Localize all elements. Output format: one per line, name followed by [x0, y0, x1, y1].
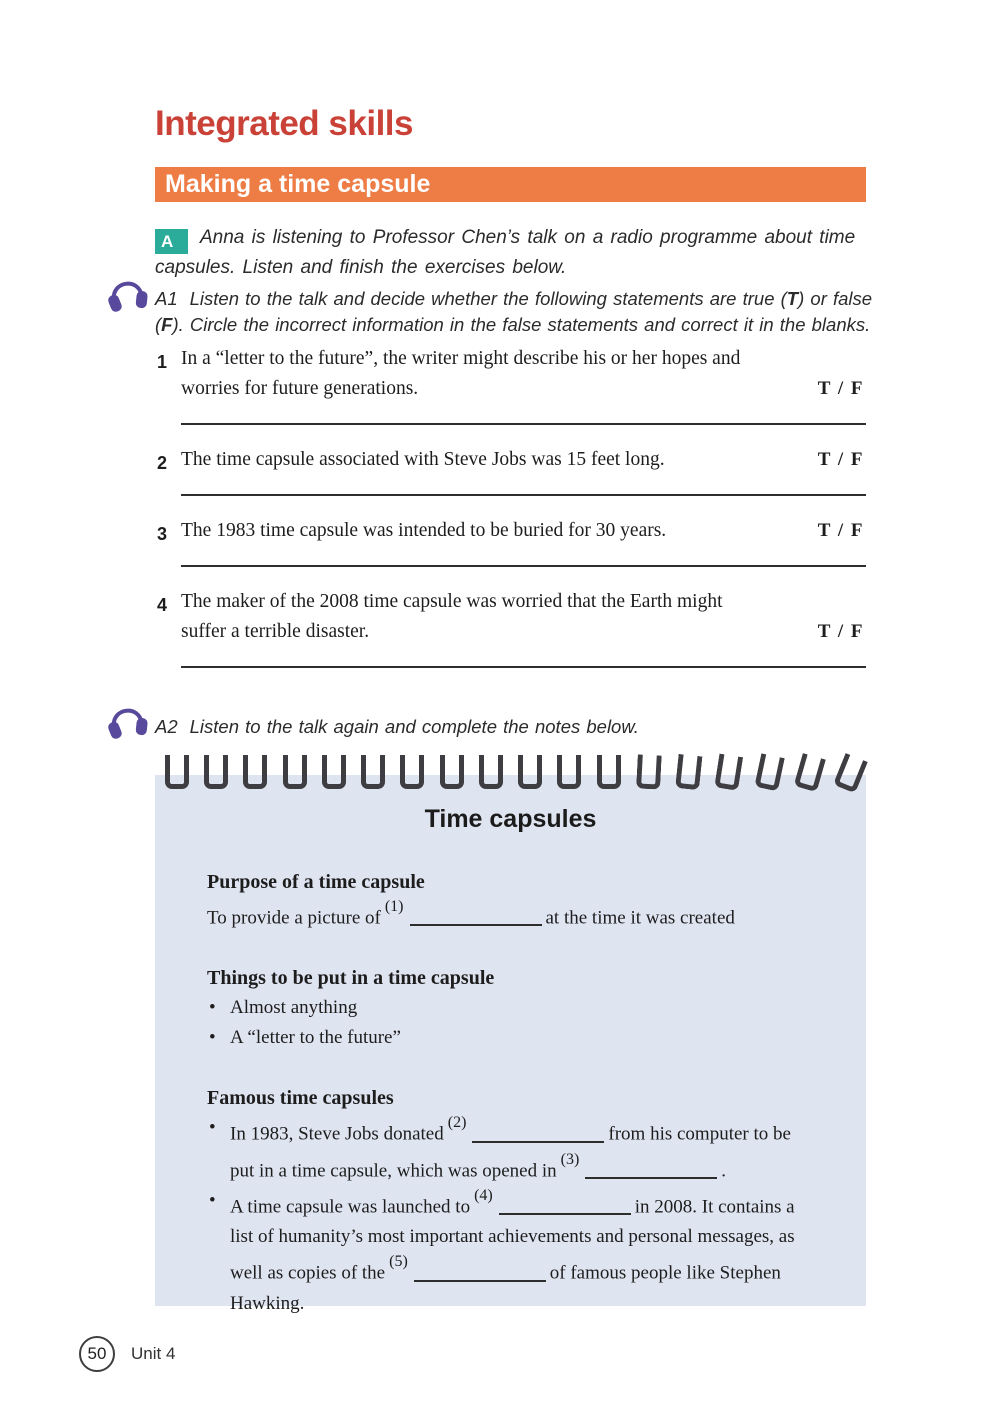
spiral-ring-icon [754, 753, 785, 791]
tf-choice[interactable]: T / F [817, 378, 864, 399]
answer-blank-line[interactable] [181, 494, 866, 496]
bullet-icon: • [209, 1189, 216, 1211]
blank-5-number: (5) [389, 1253, 408, 1271]
list-item-text: . [721, 1159, 727, 1181]
statement-number: 1 [157, 352, 168, 372]
statement-text: suffer a terrible disaster. [181, 621, 370, 642]
statement-text: The time capsule associated with Steve Jobs was 15 feet long. [181, 449, 665, 470]
spiral-ring-icon [283, 755, 307, 789]
statement-row [155, 587, 866, 647]
spiral-ring-icon [243, 755, 267, 789]
unit-label: Unit 4 [131, 1344, 176, 1363]
list-item-text: A time capsule was launched to [230, 1196, 471, 1218]
things-section [207, 963, 814, 1053]
a1-label: A1 [155, 288, 178, 309]
a1-instruction [155, 286, 877, 338]
a2-text: Listen to the talk again and complete the notes below. [189, 716, 639, 737]
statement-group [155, 587, 866, 668]
fill-blank-5[interactable] [414, 1280, 546, 1282]
statement-text: In a “letter to the future”, the writer might describe his or her hopes and [181, 348, 741, 369]
spiral-ring-icon [400, 755, 424, 789]
spiral-ring-icon [518, 755, 542, 789]
section-banner [155, 167, 866, 202]
list-item-text: of famous people like Stephen Hawking. [230, 1262, 786, 1314]
spiral-ring-icon [833, 753, 868, 794]
a2-label: A2 [155, 716, 178, 737]
blank-3-number: (3) [560, 1150, 580, 1168]
list-item-text: Almost anything [230, 997, 358, 1019]
section-a-badge: A [155, 229, 188, 254]
spiral-ring-icon [322, 755, 346, 789]
spiral-ring-icon [165, 755, 189, 789]
famous-section [207, 1083, 814, 1318]
spiral-ring-icon [714, 754, 743, 791]
answer-blank-line[interactable] [181, 423, 866, 425]
purpose-text: To provide a picture of [207, 907, 381, 929]
a2-instruction [155, 714, 877, 740]
things-heading: Things to be put in a time capsule [207, 967, 495, 990]
purpose-line [207, 897, 814, 933]
tf-choice[interactable]: T / F [817, 449, 864, 470]
fill-blank-4[interactable] [499, 1213, 631, 1215]
statement-row [155, 344, 866, 404]
a1-text: ) or false ( [155, 288, 873, 335]
bullet-icon: • [209, 997, 216, 1019]
answer-blank-line[interactable] [181, 565, 866, 567]
notes-title: Time capsules [424, 805, 597, 833]
fill-blank-1[interactable] [410, 924, 542, 926]
list-item-text: In 1983, Steve Jobs donated [230, 1123, 444, 1145]
spiral-rings [155, 755, 866, 789]
bullet-icon: • [209, 1027, 216, 1049]
list-item-text: from his computer to be put in a time capsule, which was opened in [230, 1123, 796, 1181]
list-item [207, 993, 814, 1023]
statement-row [155, 516, 866, 546]
section-a-intro-text: Anna is listening to Professor Chen’s talk on a radio programme about time capsules. Listen and finish the exercises below. [155, 227, 856, 278]
blank-2-number: (2) [447, 1114, 467, 1132]
statement-text: worries for future generations. [181, 378, 419, 399]
spiral-ring-icon [204, 755, 228, 789]
a1-false-letter: F [161, 314, 173, 335]
a1-true-letter: T [786, 288, 799, 309]
statement-text: The maker of the 2008 time capsule was worried that the Earth might [181, 591, 723, 612]
spiral-ring-icon [361, 755, 385, 789]
statement-number: 3 [157, 524, 168, 544]
famous-list [207, 1113, 814, 1318]
list-item [207, 1186, 814, 1319]
blank-1-number: (1) [384, 898, 404, 915]
notes-panel [155, 775, 866, 1314]
section-banner-label: Making a time capsule [165, 170, 431, 198]
spiral-ring-icon [636, 754, 662, 789]
fill-blank-2[interactable] [472, 1141, 604, 1143]
purpose-text: at the time it was created [545, 907, 735, 929]
famous-heading: Famous time capsules [207, 1087, 394, 1110]
list-item [207, 1113, 814, 1186]
notes-content [155, 867, 866, 1319]
spiral-ring-icon [793, 753, 825, 792]
list-item [207, 1023, 814, 1053]
statement-number: 2 [157, 453, 168, 473]
statement-number: 4 [157, 595, 168, 615]
purpose-section [207, 867, 814, 933]
spiral-ring-icon [557, 755, 581, 789]
statement-text: The 1983 time capsule was intended to be buried for 30 years. [181, 520, 667, 541]
statement-list [155, 344, 866, 688]
a1-text: Listen to the talk and decide whether the following statements are true ( [189, 288, 787, 309]
things-list [207, 993, 814, 1053]
spiral-ring-icon [675, 754, 702, 790]
page-number-badge: 50 [79, 1336, 115, 1372]
statement-group [155, 445, 866, 496]
headphones-icon [101, 694, 153, 744]
page-title: Integrated skills [155, 104, 413, 143]
fill-blank-3[interactable] [585, 1177, 717, 1179]
purpose-heading: Purpose of a time capsule [207, 871, 425, 893]
list-item-text: A “letter to the future” [230, 1027, 401, 1049]
headphones-icon [101, 267, 153, 317]
tf-choice[interactable]: T / F [817, 520, 864, 541]
bullet-icon: • [209, 1117, 216, 1139]
blank-4-number: (4) [474, 1186, 493, 1204]
spiral-ring-icon [440, 755, 464, 789]
section-a-intro [155, 224, 871, 281]
answer-blank-line[interactable] [181, 666, 866, 668]
spiral-ring-icon [479, 755, 503, 789]
a1-text: ). Circle the incorrect information in the false statements and correct it in the blanks. [172, 314, 871, 335]
spiral-ring-icon [597, 755, 621, 789]
statement-group [155, 344, 866, 425]
statement-group [155, 516, 866, 567]
list-item-text: in 2008. It contains a list of humanity’s most important achievements and personal messages, as well as copies of the [230, 1196, 800, 1284]
statement-row [155, 445, 866, 475]
tf-choice[interactable]: T / F [817, 621, 864, 642]
